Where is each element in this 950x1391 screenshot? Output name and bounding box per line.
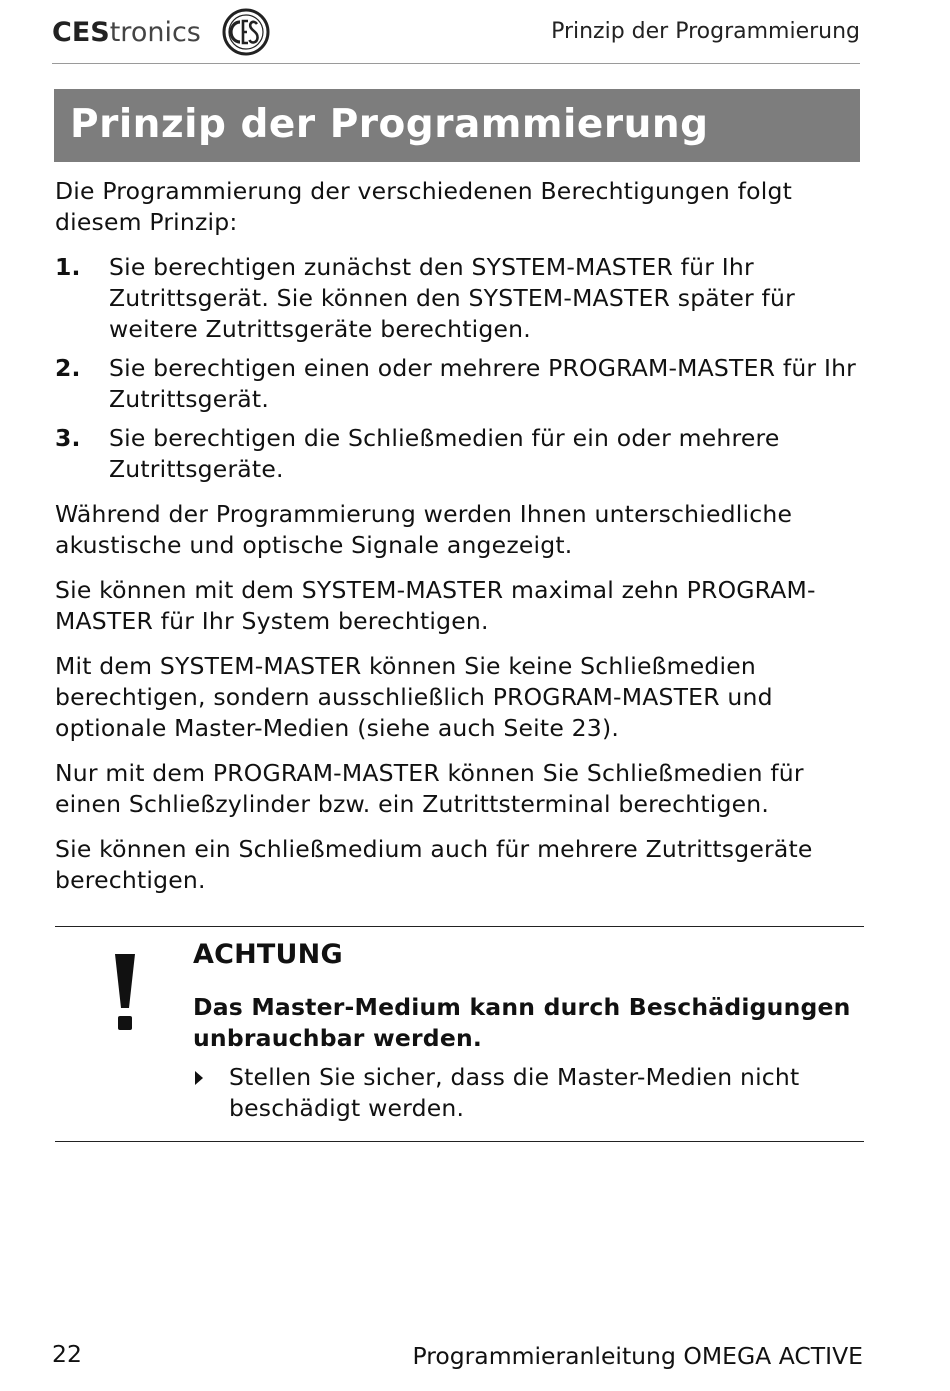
- list-item: [55, 353, 865, 415]
- list-item: [55, 423, 865, 485]
- brand-wordmark: CEStronics: [52, 16, 201, 48]
- step-text: Sie berechtigen die Schließmedien für ein oder mehrere Zutrittsgeräte.: [109, 424, 780, 483]
- warning-bullet-text: Stellen Sie sicher, dass die Master-Medien nicht beschädigt werden.: [229, 1063, 800, 1122]
- exclamation-icon: [108, 950, 142, 1036]
- list-item: [55, 252, 865, 345]
- triangle-right-icon: [193, 1062, 229, 1124]
- warning-heading: ACHTUNG: [193, 939, 343, 970]
- body-paragraph: Während der Programmierung werden Ihnen unterschiedliche akustische und optische Signale angezeigt.: [55, 500, 793, 559]
- warning-bottom-rule: [55, 1141, 864, 1142]
- body-paragraph: Mit dem SYSTEM-MASTER können Sie keine Schließmedien berechtigen, sondern ausschließlich PROGRAM-MASTER und optionale Master-Medien (siehe auch Seite 23).: [55, 652, 773, 742]
- body-paragraph: Sie können mit dem SYSTEM-MASTER maximal zehn PROGRAM-MASTER für Ihr System berechtigen.: [55, 576, 816, 635]
- step-number: 2.: [55, 354, 81, 382]
- steps-list: [55, 252, 865, 485]
- intro-paragraph: Die Programmierung der verschiedenen Berechtigungen folgt diesem Prinzip:: [55, 177, 792, 236]
- step-number: 1.: [55, 253, 81, 281]
- ces-logo-icon: [221, 7, 271, 57]
- main-content: [55, 176, 865, 910]
- warning-subheading: Das Master-Medium kann durch Beschädigungen unbrauchbar werden.: [193, 993, 851, 1052]
- footer-document-title: Programmieranleitung OMEGA ACTIVE: [412, 1342, 863, 1370]
- brand-logo: [52, 10, 271, 54]
- warning-top-rule: [55, 926, 864, 927]
- page-number: 22: [52, 1340, 82, 1368]
- body-paragraph: Nur mit dem PROGRAM-MASTER können Sie Schließmedien für einen Schließzylinder bzw. ein Zutrittsterminal berechtigen.: [55, 759, 804, 818]
- section-title: Prinzip der Programmierung: [70, 102, 709, 147]
- step-text: Sie berechtigen einen oder mehrere PROGRAM-MASTER für Ihr Zutrittsgerät.: [109, 354, 857, 413]
- warning-bullet: [193, 1062, 853, 1124]
- body-paragraph: Sie können ein Schließmedium auch für mehrere Zutrittsgeräte berechtigen.: [55, 835, 813, 894]
- step-number: 3.: [55, 424, 81, 452]
- warning-box: [193, 938, 853, 1124]
- section-title-bar: [54, 89, 860, 162]
- page-header: [52, 0, 860, 64]
- step-text: Sie berechtigen zunächst den SYSTEM-MASTER für Ihr Zutrittsgerät. Sie können den SYSTEM-MASTER später für weitere Zutrittsgeräte berechtigen.: [109, 253, 795, 343]
- running-header-title: Prinzip der Programmierung: [551, 19, 860, 44]
